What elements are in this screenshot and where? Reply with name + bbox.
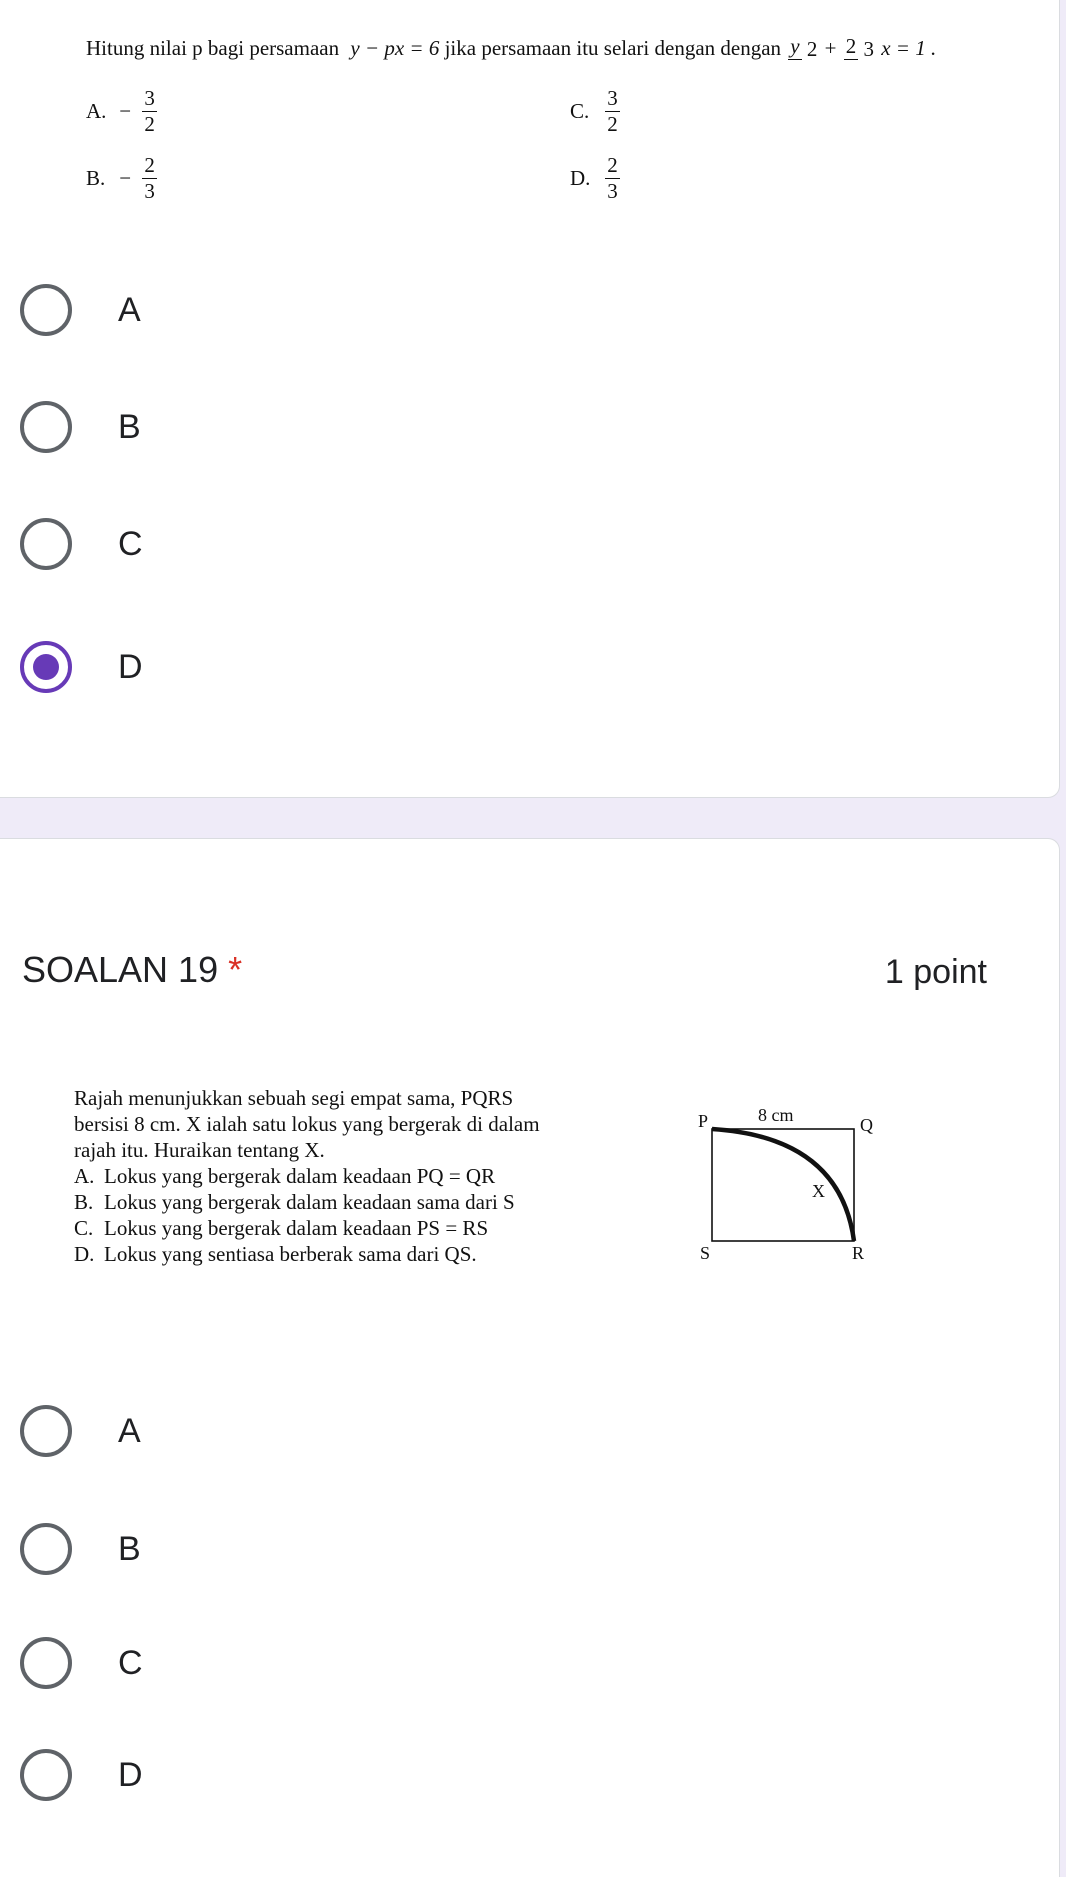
choice-label: B xyxy=(118,407,141,446)
option-a-fraction: $\frac{3}{2}$ xyxy=(144,86,155,136)
prompt-text-start: Hitung nilai p bagi persamaan xyxy=(86,35,340,60)
radio-button-icon[interactable] xyxy=(20,518,72,570)
question-18-image xyxy=(86,34,936,61)
locus-arc-x xyxy=(712,1129,854,1241)
choice-label: A xyxy=(118,290,141,329)
option-a-text: A. − $\frac{3}{2}$ xyxy=(86,86,155,136)
statement-c: C. Lokus yang bergerak dalam keadaan PS = RS xyxy=(74,1216,489,1240)
prompt-line: Rajah menunjukkan sebuah segi empat sama, PQRS xyxy=(74,1086,514,1110)
required-asterisk: * xyxy=(228,949,243,990)
label-r: R xyxy=(852,1243,865,1261)
label-p: P xyxy=(698,1111,709,1131)
choice-label: C xyxy=(118,524,143,563)
q18-choice-b[interactable] xyxy=(0,377,1060,477)
option-d-text: D. $\frac{2}{3}$ xyxy=(570,153,618,203)
choice-label: D xyxy=(118,1755,143,1794)
question-19-image-text xyxy=(74,1085,634,1267)
eq2-tail: x = 1 . xyxy=(881,35,937,60)
option-b-fraction: $\frac{2}{3}$ xyxy=(144,153,155,203)
equation-1: y − px = 6 xyxy=(350,35,440,60)
option-c-text: C. $\frac{3}{2}$ xyxy=(570,86,618,136)
radio-button-icon[interactable] xyxy=(20,284,72,336)
label-side: 8 cm xyxy=(758,1105,794,1125)
option-c-fraction: $\frac{3}{2}$ xyxy=(607,86,618,136)
label-x: X xyxy=(812,1181,825,1201)
choice-label: C xyxy=(118,1643,143,1682)
q19-choice-b[interactable] xyxy=(0,1499,1060,1599)
radio-button-icon[interactable] xyxy=(20,1637,72,1689)
q18-choice-d[interactable] xyxy=(0,617,1060,717)
choice-label: D xyxy=(118,647,143,686)
choice-label: B xyxy=(118,1529,141,1568)
eq2-fraction-1: y 2 xyxy=(790,34,818,61)
question-card-19 xyxy=(0,838,1060,1877)
prompt-line: bersisi 8 cm. X ialah satu lokus yang bergerak di dalam xyxy=(74,1112,540,1136)
statement-b: B. Lokus yang bergerak dalam keadaan sama dari S xyxy=(74,1190,515,1214)
label-q: Q xyxy=(860,1115,873,1135)
radio-button-icon[interactable] xyxy=(20,1523,72,1575)
label-s: S xyxy=(700,1243,711,1261)
radio-button-selected-icon[interactable] xyxy=(20,641,72,693)
statement-a: A. Lokus yang bergerak dalam keadaan PQ = QR xyxy=(74,1164,496,1188)
option-d-fraction: $\frac{2}{3}$ xyxy=(607,153,618,203)
radio-button-icon[interactable] xyxy=(20,401,72,453)
q18-choice-a[interactable] xyxy=(0,260,1060,360)
eq2-plus: + xyxy=(824,35,837,60)
radio-button-icon[interactable] xyxy=(20,1405,72,1457)
q19-choice-d[interactable] xyxy=(0,1725,1060,1825)
square-locus-diagram xyxy=(690,1101,890,1261)
question-card-18 xyxy=(0,0,1060,798)
option-b-text: B. − $\frac{2}{3}$ xyxy=(86,153,155,203)
prompt-text-mid: jika persamaan itu selari dengan dengan xyxy=(444,35,782,60)
statement-d: D. Lokus yang sentiasa berberak sama dari QS. xyxy=(74,1242,477,1266)
eq2-fraction-2: 2 3 xyxy=(845,34,874,61)
q19-choice-c[interactable] xyxy=(0,1613,1060,1713)
radio-button-icon[interactable] xyxy=(20,1749,72,1801)
points-label: 1 point xyxy=(884,953,987,991)
prompt-line: rajah itu. Huraikan tentang X. xyxy=(74,1138,325,1162)
q19-choice-a[interactable] xyxy=(0,1381,1060,1481)
question-title: SOALAN 19 * xyxy=(22,949,243,990)
choice-label: A xyxy=(118,1411,141,1450)
q18-choice-c[interactable] xyxy=(0,494,1060,594)
